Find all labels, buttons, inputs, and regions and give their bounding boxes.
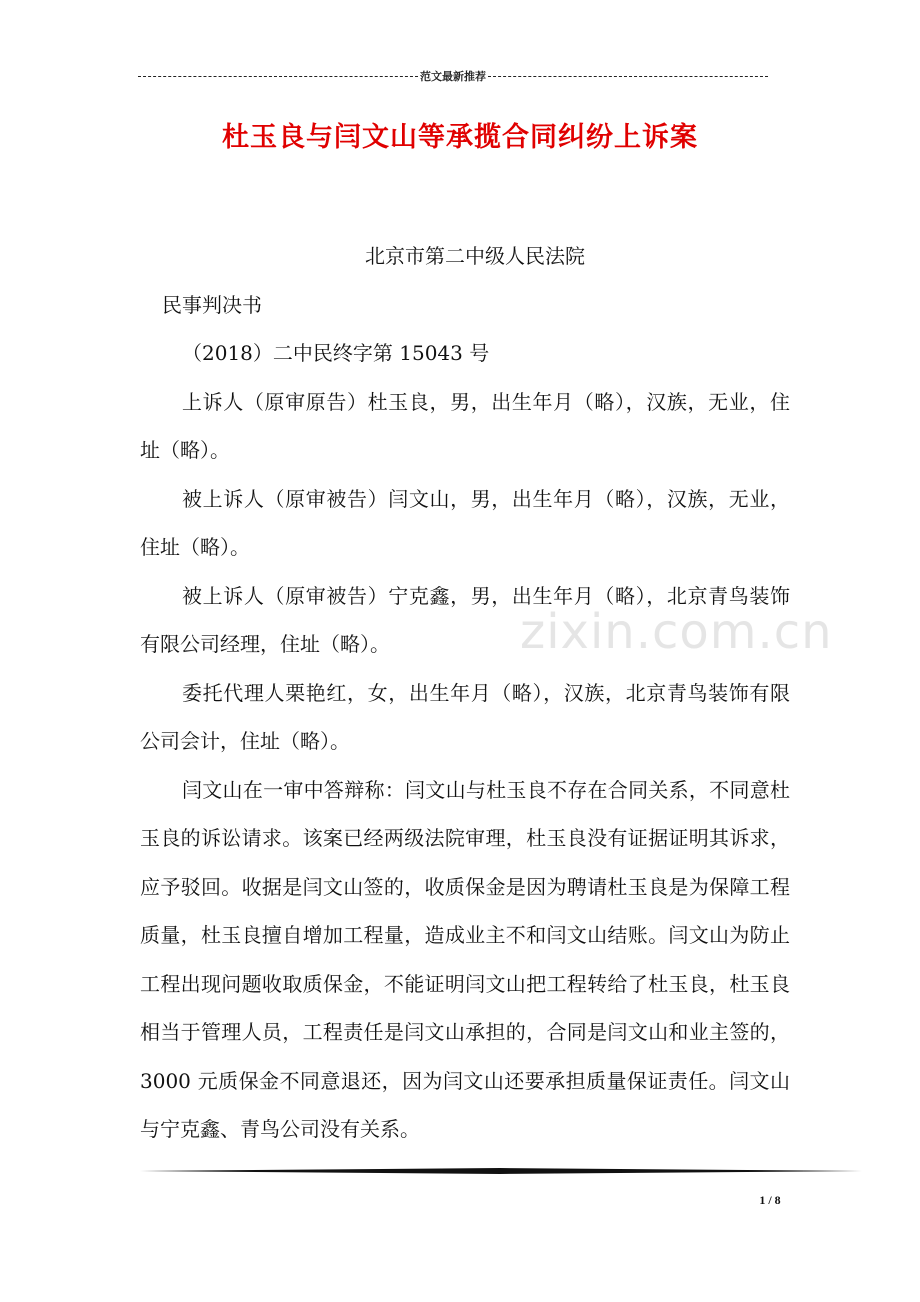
header-banner-label: 范文最新推荐 [420, 70, 486, 83]
paragraph-appellant: 上诉人（原审原告）杜玉良，男，出生年月（略），汉族，无业，住址（略）。 [140, 389, 790, 462]
document-title: 杜玉良与闫文山等承揽合同纠纷上诉案 [222, 122, 698, 153]
document-body [140, 232, 790, 1154]
paragraph-defense: 闫文山在一审中答辩称：闫文山与杜玉良不存在合同关系，不同意杜玉良的诉讼请求。该案已经两级法院审理，杜玉良没有证据证明其诉求，应予驳回。收据是闫文山签的，收质保金是因为聘请杜玉良是为保障工程质量，杜玉良擅自增加工程量，造成业主不和闫文山结账。闫文山为防止工程出现问题收取质保金，不能证明闫文山把工程转给了杜玉良，杜玉良相当于管理人员，工程责任是闫文山承担的，合同是闫文山和业主签的，3000 元质保金不同意退还，因为闫文山还要承担质量保证责任。闫文山与宁克鑫、青鸟公司没有关系。 [140, 777, 790, 1141]
paragraph-appellee-2: 被上诉人（原审被告）宁克鑫，男，出生年月（略），北京青鸟装饰有限公司经理，住址（略）。 [140, 583, 790, 656]
header-dash-left [138, 76, 418, 77]
court-name: 北京市第二中级人民法院 [365, 244, 585, 268]
header-dash-right [488, 76, 768, 77]
header-banner [138, 68, 768, 84]
page-number: 1 / 8 [759, 1193, 781, 1207]
paragraph-agent: 委托代理人栗艳红，女，出生年月（略），汉族，北京青鸟装饰有限公司会计，住址（略）。 [140, 680, 790, 753]
case-number: （2018）二中民终字第 15043 号 [182, 341, 490, 365]
footer-rule [140, 1168, 862, 1174]
document-type: 民事判决书 [162, 292, 262, 317]
watermark: zixin.com.cn [520, 604, 833, 660]
paragraph-appellee-1: 被上诉人（原审被告）闫文山，男，出生年月（略），汉族，无业，住址（略）。 [140, 486, 790, 559]
